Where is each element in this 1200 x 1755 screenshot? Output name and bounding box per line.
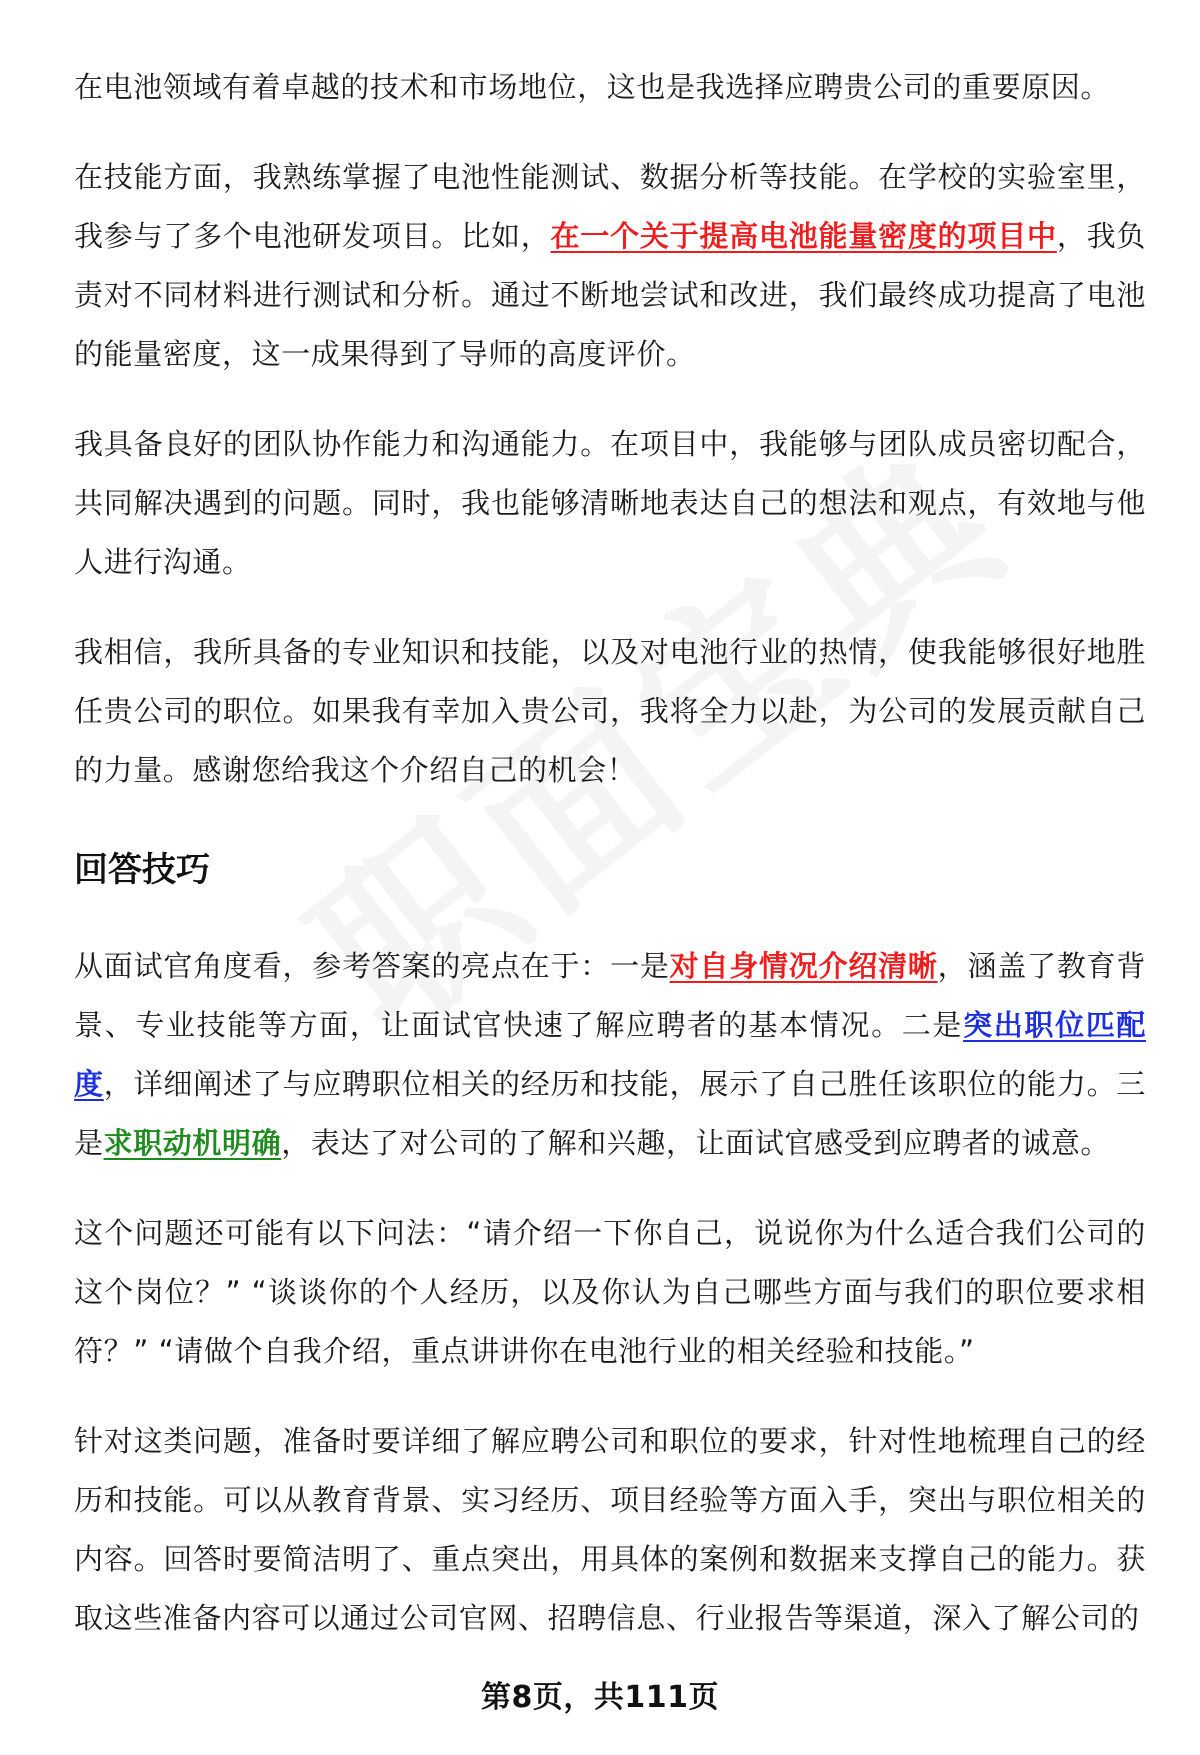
- page-footer: 第8页，共111页: [481, 1680, 719, 1715]
- paragraph-text: 针对这类问题，准备时要详细了解应聘公司和职位的要求，针对性地梳理自己的经历和技能。可以从教育背景、实习经历、项目经验等方面入手，突出与职位相关的内容。回答时要简洁明了、重点突出，用具体的案例和数据来支撑自己的能力。获取这些准备内容可以通过公司官网、招聘信息、行业报告等渠道，深入了解公司的: [74, 1424, 1146, 1635]
- paragraph-text: 从面试官角度看，参考答案的亮点在于：一是: [74, 949, 670, 983]
- paragraph-text: 在技能方面，我熟练掌握了电池性能测试、数据分析等技能。在学校的实验室里，我参与了多个电池研发项目。比如，: [74, 160, 1146, 253]
- answer-paragraphs: [74, 58, 1146, 800]
- answer-paragraph: [74, 148, 1146, 384]
- answer-paragraph: [74, 623, 1146, 800]
- section-title: 回答技巧: [74, 850, 210, 890]
- highlighted-phrase: 突出职位匹配度: [74, 1008, 1146, 1101]
- tips-paragraph: [74, 937, 1146, 1173]
- paragraph-text: 在电池领域有着卓越的技术和市场地位，这也是我选择应聘贵公司的重要原因。: [74, 70, 1111, 104]
- tips-paragraphs: [74, 937, 1146, 1648]
- paragraph-text: ，表达了对公司的了解和兴趣，让面试官感受到应聘者的诚意。: [281, 1126, 1111, 1160]
- highlighted-phrase: 求职动机明确: [103, 1126, 282, 1160]
- highlighted-phrase: 在一个关于提高电池能量密度的项目中: [550, 219, 1057, 253]
- paragraph-text: 我具备良好的团队协作能力和沟通能力。在项目中，我能够与团队成员密切配合，共同解决遇到的问题。同时，我也能够清晰地表达自己的想法和观点，有效地与他人进行沟通。: [74, 427, 1146, 579]
- paragraph-text: 这个问题还可能有以下问法：“请介绍一下你自己，说说你为什么适合我们公司的这个岗位？” “谈谈你的个人经历，以及你认为自己哪些方面与我们的职位要求相符？” “请做个自我介绍，重点讲讲你在电池行业的相关经验和技能。”: [74, 1216, 1146, 1368]
- answer-paragraph: [74, 58, 1146, 117]
- tips-paragraph: [74, 1204, 1146, 1381]
- paragraph-text: ，我负责对不同材料进行测试和分析。通过不断地尝试和改进，我们最终成功提高了电池的能量密度，这一成果得到了导师的高度评价。: [74, 219, 1146, 371]
- answer-paragraph: [74, 415, 1146, 592]
- tips-paragraph: [74, 1412, 1146, 1648]
- paragraph-text: 我相信，我所具备的专业知识和技能，以及对电池行业的热情，使我能够很好地胜任贵公司的职位。如果我有幸加入贵公司，我将全力以赴，为公司的发展贡献自己的力量。感谢您给我这个介绍自己的机会！: [74, 635, 1146, 787]
- paragraph-text: ，详细阐述了与应聘职位相关的经历和技能，展示了自己胜任该职位的能力。三是: [74, 1067, 1146, 1160]
- paragraph-text: ，涵盖了教育背景、专业技能等方面，让面试官快速了解应聘者的基本情况。二是: [74, 949, 1146, 1042]
- document-content: [74, 58, 1146, 1679]
- highlighted-phrase: 对自身情况介绍清晰: [669, 949, 938, 983]
